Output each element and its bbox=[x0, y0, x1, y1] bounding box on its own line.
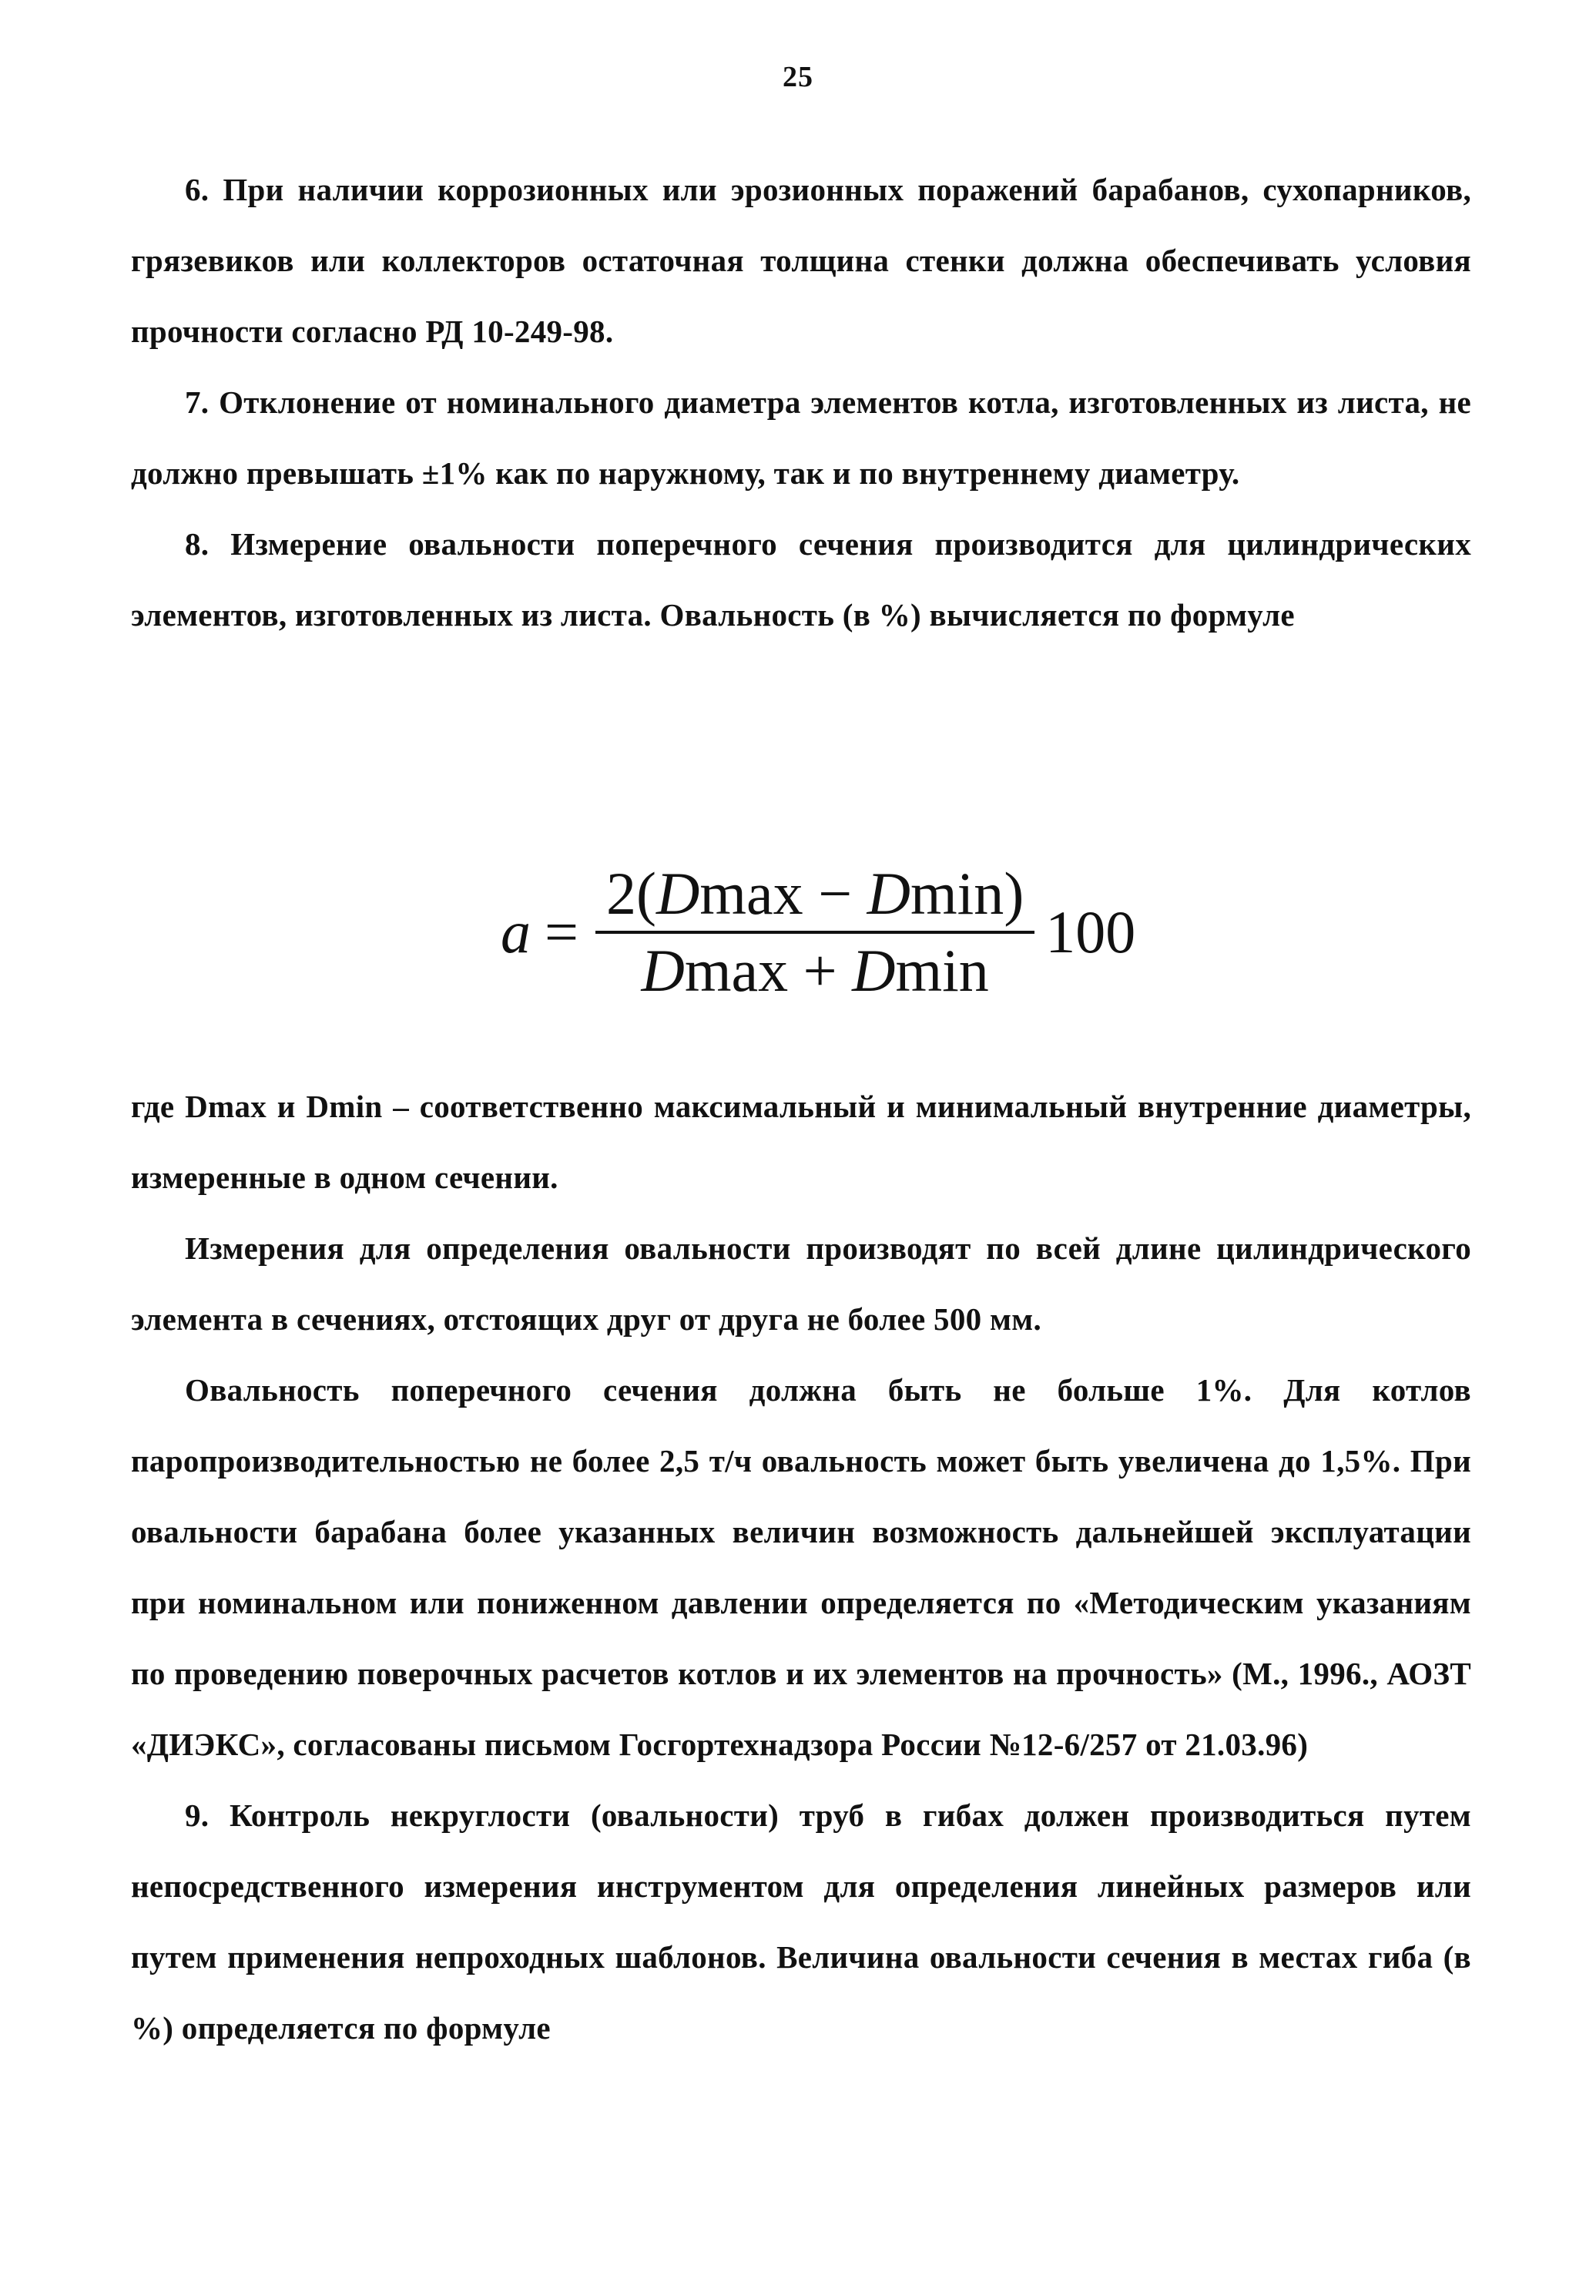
den-t1: max bbox=[684, 937, 789, 1004]
den-t2: min bbox=[895, 937, 989, 1004]
formula-multiplier: 100 bbox=[1045, 898, 1136, 965]
section-upper bbox=[131, 154, 1471, 650]
paragraph-ovality: Овальность поперечного сечения должна быть не больше 1%. Для котлов паропроизводительностью не более 2,5 т/ч овальность может быть увеличена до 1,5%. При овальности барабана более указанных величин возможность дальнейшей эксплуатации при номинальном или пониженном давлении определяется по «Методическим указаниям по проведению поверочных расчетов котлов и их элементов на прочность» (М., 1996., АОЗТ «ДИЭКС», согласованы письмом Госгортехнадзора России №12-6/257 от 21.03.96) bbox=[131, 1372, 1471, 1762]
paragraph-6: 6. При наличии коррозионных или эрозионных поражений барабанов, сухопарников, грязевиков или коллекторов остаточная толщина стенки должна обеспечивать условия прочности согласно РД 10-249-98. bbox=[131, 172, 1471, 349]
num-suffix: ) bbox=[1004, 860, 1024, 927]
formula-numerator bbox=[595, 857, 1034, 931]
section-lower bbox=[131, 1071, 1471, 2063]
ovality-formula bbox=[0, 840, 1596, 1025]
num-minus: − bbox=[803, 860, 867, 927]
paragraph-9: 9. Контроль некруглости (овальности) труб в гибах должен производиться путем непосредственного измерения инструментом для определения линейных размеров или путем применения непроходных шаблонов. Величина овальности сечения в местах гиба (в %) определяется по формуле bbox=[131, 1798, 1471, 2046]
formula-row bbox=[501, 840, 1135, 1025]
den-d2: D bbox=[852, 937, 896, 1004]
formula-lhs: a bbox=[501, 898, 531, 965]
page-number: 25 bbox=[783, 61, 813, 93]
num-t1: max bbox=[699, 860, 803, 927]
paragraph-7: 7. Отклонение от номинального диаметра элементов котла, изготовленных из листа, не должно превышать ±1% как по наружному, так и по внутреннему диаметру. bbox=[131, 384, 1471, 491]
den-d1: D bbox=[641, 937, 685, 1004]
num-t2: min bbox=[910, 860, 1004, 927]
den-plus: + bbox=[788, 937, 853, 1004]
paragraph-8: 8. Измерение овальности поперечного сечения производится для цилиндрических элементов, изготовленных из листа. Овальность (в %) вычисляется по формуле bbox=[131, 526, 1471, 633]
num-d2: D bbox=[867, 860, 910, 927]
paragraph-where: где Dmax и Dmin – соответственно максимальный и минимальный внутренние диаметры, измеренные в одном сечении. bbox=[131, 1089, 1471, 1195]
paragraph-measure: Измерения для определения овальности производят по всей длине цилиндрического элемента в сечениях, отстоящих друг от друга не более 500 мм. bbox=[131, 1230, 1471, 1337]
num-prefix: 2( bbox=[606, 860, 656, 927]
formula-equals: = bbox=[545, 898, 578, 965]
num-d1: D bbox=[656, 860, 700, 927]
formula-denominator bbox=[630, 934, 999, 1008]
formula-fraction bbox=[595, 857, 1034, 1008]
